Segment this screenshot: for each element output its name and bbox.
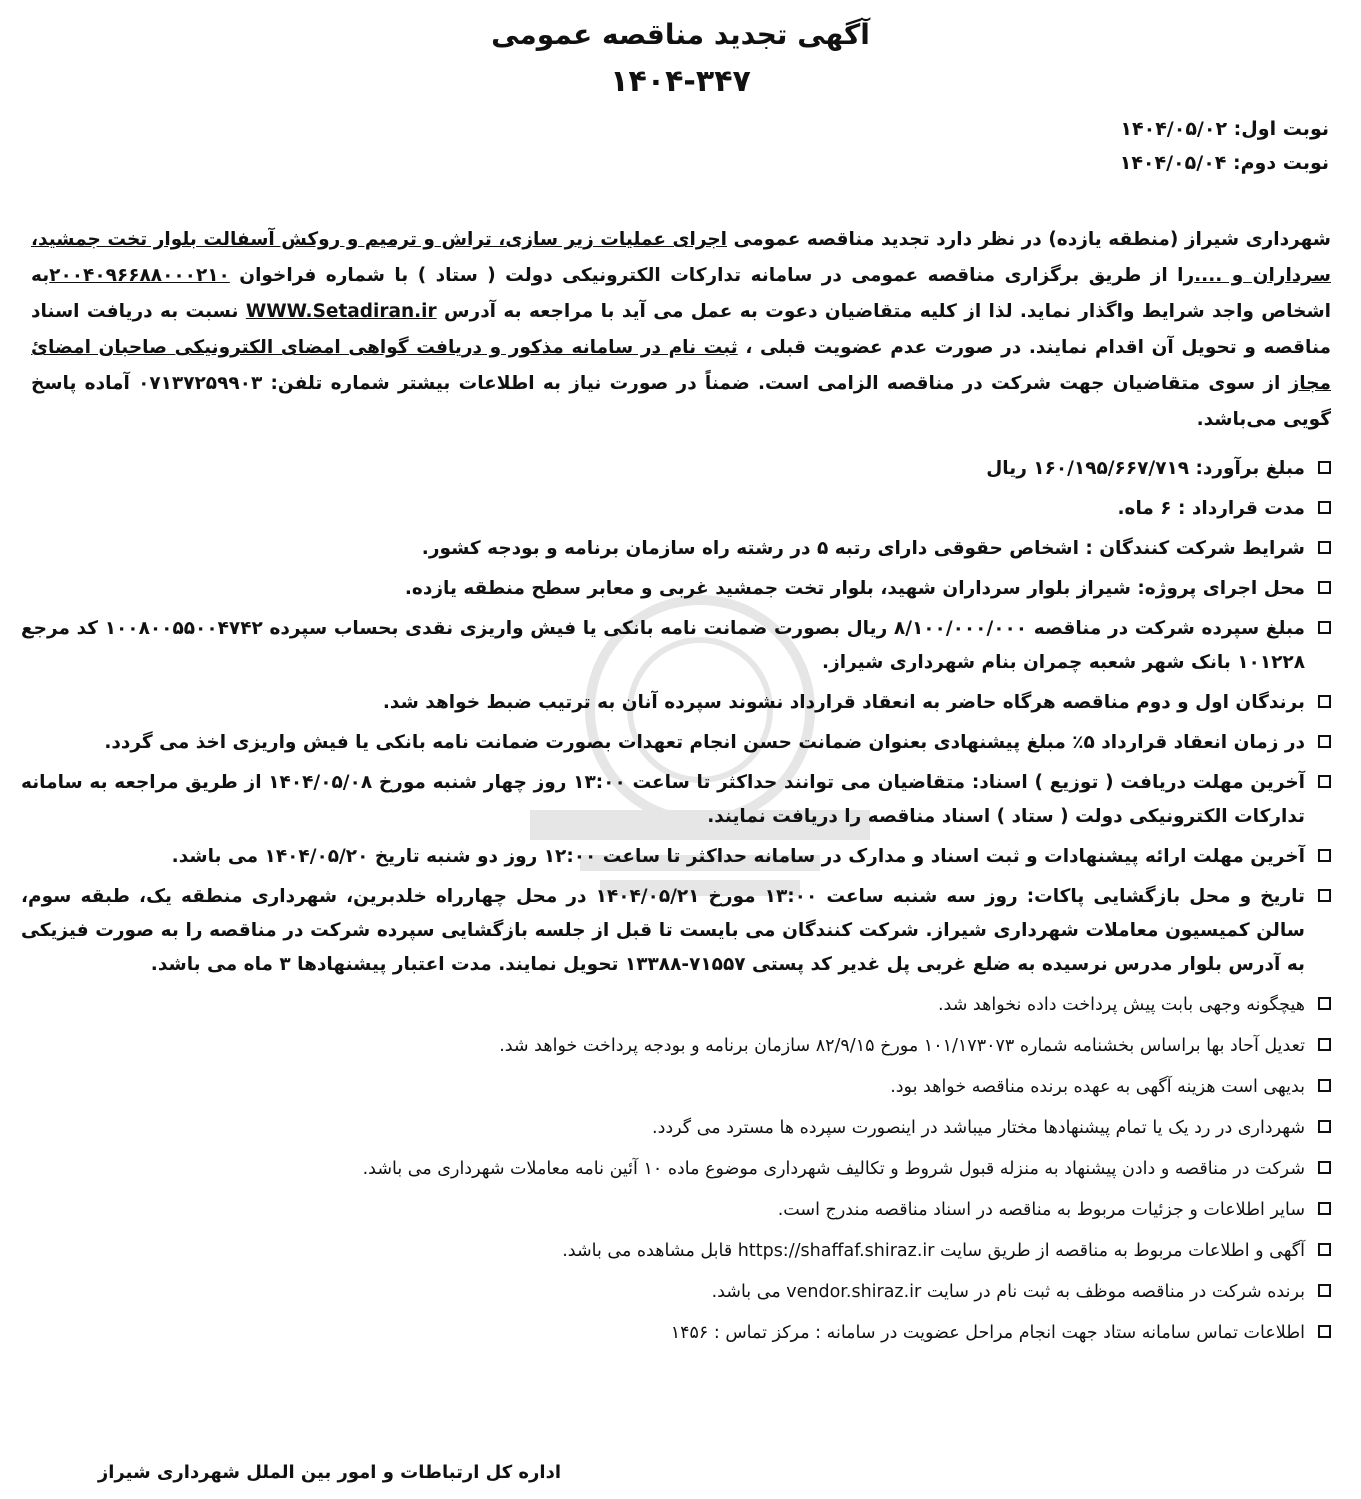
list-item xyxy=(21,988,1331,1022)
list-item xyxy=(21,880,1331,982)
checkbox-icon xyxy=(1318,1079,1331,1092)
checkbox-icon xyxy=(1318,461,1331,474)
list-item xyxy=(21,1152,1331,1186)
list-item-text: محل اجرای پروژه: شیراز بلوار سرداران شهید، بلوار تخت جمشید غربی و معابر سطح منطقه یازده. xyxy=(404,578,1305,599)
intro-text-2: را از طریق برگزاری مناقصه عمومی در سامانه تدارکات الکترونیکی دولت ( ستاد ) با شماره فراخوان xyxy=(229,265,1195,286)
checkbox-icon xyxy=(1318,1325,1331,1338)
list-item xyxy=(21,766,1331,834)
list-item-text: بدیهی است هزینه آگهی به عهده برنده مناقصه خواهد بود. xyxy=(890,1077,1305,1097)
setad-site-link[interactable]: WWW.Setadiran.ir xyxy=(245,301,437,322)
list-item-text: مبلغ سپرده شرکت در مناقصه ۸/۱۰۰/۰۰۰/۰۰۰ ریال بصورت ضمانت نامه بانکی یا فیش واریزی نقدی بحساب سپرده ۱۰۰۸۰۰۵۵۰۰۴۷۴۲ کد مرجع ۱۰۱۲۲۸ بانک شهر شعبه چمران بنام شهرداری شیراز. xyxy=(21,618,1305,673)
checkbox-icon xyxy=(1318,695,1331,708)
checkbox-icon xyxy=(1318,1284,1331,1297)
checkbox-icon xyxy=(1318,1202,1331,1215)
list-item xyxy=(21,1029,1331,1063)
list-item-text: برنده شرکت در مناقصه موظف به ثبت نام در سایت vendor.shiraz.ir می باشد. xyxy=(711,1282,1305,1302)
checkbox-icon xyxy=(1318,581,1331,594)
checkbox-icon xyxy=(1318,501,1331,514)
list-item-text: آخرین مهلت ارائه پیشنهادات و ثبت اسناد و مدارک در سامانه حداکثر تا ساعت ۱۲:۰۰ روز دو شنبه تاریخ ۱۴۰۴/۰۵/۲۰ می باشد. xyxy=(171,846,1305,867)
list-item-text: مبلغ برآورد: ۱۶۰/۱۹۵/۶۶۷/۷۱۹ ریال xyxy=(986,458,1305,479)
list-item-text: برندگان اول و دوم مناقصه هرگاه حاضر به انعقاد قرارداد نشوند سپرده آنان به ترتیب ضبط خواهد شد. xyxy=(382,692,1305,713)
checkbox-icon xyxy=(1318,849,1331,862)
list-item xyxy=(21,612,1331,680)
checkbox-icon xyxy=(1318,621,1331,634)
notice-number: ۱۴۰۴-۳۴۷ xyxy=(610,64,751,99)
checkbox-icon xyxy=(1318,775,1331,788)
call-number: ۲۰۰۴۰۹۶۶۸۸۰۰۰۲۱۰ xyxy=(49,265,230,286)
list-item-text: شرکت در مناقصه و دادن پیشنهاد به منزله قبول شروط و تکالیف شهرداری موضوع ماده ۱۰ آئین نامه معاملات شهرداری می باشد. xyxy=(362,1159,1305,1179)
list-item xyxy=(21,1193,1331,1227)
list-item-text: اطلاعات تماس سامانه ستاد جهت انجام مراحل عضویت در سامانه : مرکز تماس : ۱۴۵۶ xyxy=(670,1323,1305,1343)
registration-note: ثبت نام در سامانه مذکور و دریافت گواهی امضای الکترونیکی صاحبان امضائ مجاز xyxy=(31,337,1331,394)
list-item-text: در زمان انعقاد قرارداد ۵٪ مبلغ پیشنهادی بعنوان ضمانت حسن انجام تعهدات بصورت ضمانت نامه بانکی یا فیش واریزی اخذ می گردد. xyxy=(104,732,1305,753)
issuer-signature: اداره کل ارتباطات و امور بین الملل شهرداری شیراز xyxy=(97,1462,561,1483)
checkbox-icon xyxy=(1318,1161,1331,1174)
notice-title: آگهی تجدید مناقصه عمومی xyxy=(491,18,870,51)
intro-paragraph xyxy=(31,222,1331,438)
list-item xyxy=(21,532,1331,566)
list-item xyxy=(21,492,1331,526)
list-item xyxy=(21,572,1331,606)
checkbox-icon xyxy=(1318,735,1331,748)
list-item xyxy=(21,1316,1331,1350)
second-publication-date: نوبت دوم: ۱۴۰۴/۰۵/۰۴ xyxy=(1119,152,1329,174)
checkbox-icon xyxy=(1318,1243,1331,1256)
tender-subject: اجرای عملیات زیر سازی، تراش و ترمیم و روکش آسفالت بلوار تخت جمشید، سرداران و .... xyxy=(31,229,1331,286)
list-item-text: تعدیل آحاد بها براساس بخشنامه شماره ۱۰۱/۱۷۳۰۷۳ مورخ ۸۲/۹/۱۵ سازمان برنامه و بودجه پرداخت خواهد شد. xyxy=(499,1036,1305,1056)
list-item-text: شهرداری در رد یک یا تمام پیشنهادها مختار میباشد در اینصورت سپرده ها مسترد می گردد. xyxy=(652,1118,1305,1138)
list-item-text: سایر اطلاعات و جزئیات مربوط به مناقصه در اسناد مناقصه مندرج است. xyxy=(777,1200,1305,1220)
list-item xyxy=(21,1070,1331,1104)
list-item-text: شرایط شرکت کنندگان : اشخاص حقوقی دارای رتبه ۵ در رشته راه سازمان برنامه و بودجه کشور. xyxy=(421,538,1305,559)
list-item xyxy=(21,1234,1331,1268)
list-item-text: آخرین مهلت دریافت ( توزیع ) اسناد: متقاضیان می توانند حداکثر تا ساعت ۱۳:۰۰ روز چهار شنبه مورخ ۱۴۰۴/۰۵/۰۸ از طریق مراجعه به سامانه تدارکات الکترونیکی دولت ( ستاد ) اسناد مناقصه را دریافت نمایند. xyxy=(21,772,1306,827)
intro-text-3: به اشخاص واجد شرایط واگذار نماید. لذا از کلیه متقاضیان دعوت به عمل می آید با مراجعه به آدرس xyxy=(31,265,1331,322)
intro-text-4: نسبت به دریافت اسناد مناقصه و تحویل آن اقدام نمایند. در صورت عدم عضویت قبلی ، xyxy=(31,301,1331,358)
checkbox-icon xyxy=(1318,889,1331,902)
checkbox-icon xyxy=(1318,1038,1331,1051)
list-item xyxy=(21,726,1331,760)
intro-text-5: از سوی متقاضیان جهت شرکت در مناقصه الزامی است. ضمناً در صورت نیاز به اطلاعات بیشتر شماره تلفن: ۰۷۱۳۷۲۵۹۹۰۳ آماده پاسخ گویی می‌باشد. xyxy=(31,373,1331,430)
checkbox-icon xyxy=(1318,1120,1331,1133)
list-item xyxy=(21,452,1331,486)
list-item-text: تاریخ و محل بازگشایی پاکات: روز سه شنبه ساعت ۱۳:۰۰ مورخ ۱۴۰۴/۰۵/۲۱ در محل چهارراه خلدبرین، شهرداری منطقه یک، طبقه سوم، سالن کمیسیون معاملات شهرداری شیراز. شرکت کنندگان می بایست تا قبل از جلسه بازگشایی سپرده شرکت در مناقصه را به صورت فیزیکی به آدرس بلوار مدرس نرسیده به ضلع غربی پل غدیر کد پستی ۷۱۵۵۷-۱۳۳۸۸ تحویل نمایند. مدت اعتبار پیشنهادها ۳ ماه می باشد. xyxy=(21,886,1306,975)
checkbox-icon xyxy=(1318,997,1331,1010)
conditions-list xyxy=(21,452,1331,1357)
first-publication-date: نوبت اول: ۱۴۰۴/۰۵/۰۲ xyxy=(1120,118,1329,140)
list-item xyxy=(21,1111,1331,1145)
list-item-text: هیچگونه وجهی بابت پیش پرداخت داده نخواهد شد. xyxy=(937,995,1305,1015)
list-item-text: آگهی و اطلاعات مربوط به مناقصه از طریق سایت https://shaffaf.shiraz.ir قابل مشاهده می باشد. xyxy=(562,1241,1305,1261)
list-item xyxy=(21,1275,1331,1309)
list-item xyxy=(21,840,1331,874)
list-item-text: مدت قرارداد : ۶ ماه. xyxy=(1117,498,1305,519)
list-item xyxy=(21,686,1331,720)
intro-text-1: شهرداری شیراز (منطقه یازده) در نظر دارد تجدید مناقصه عمومی xyxy=(727,229,1331,250)
checkbox-icon xyxy=(1318,541,1331,554)
